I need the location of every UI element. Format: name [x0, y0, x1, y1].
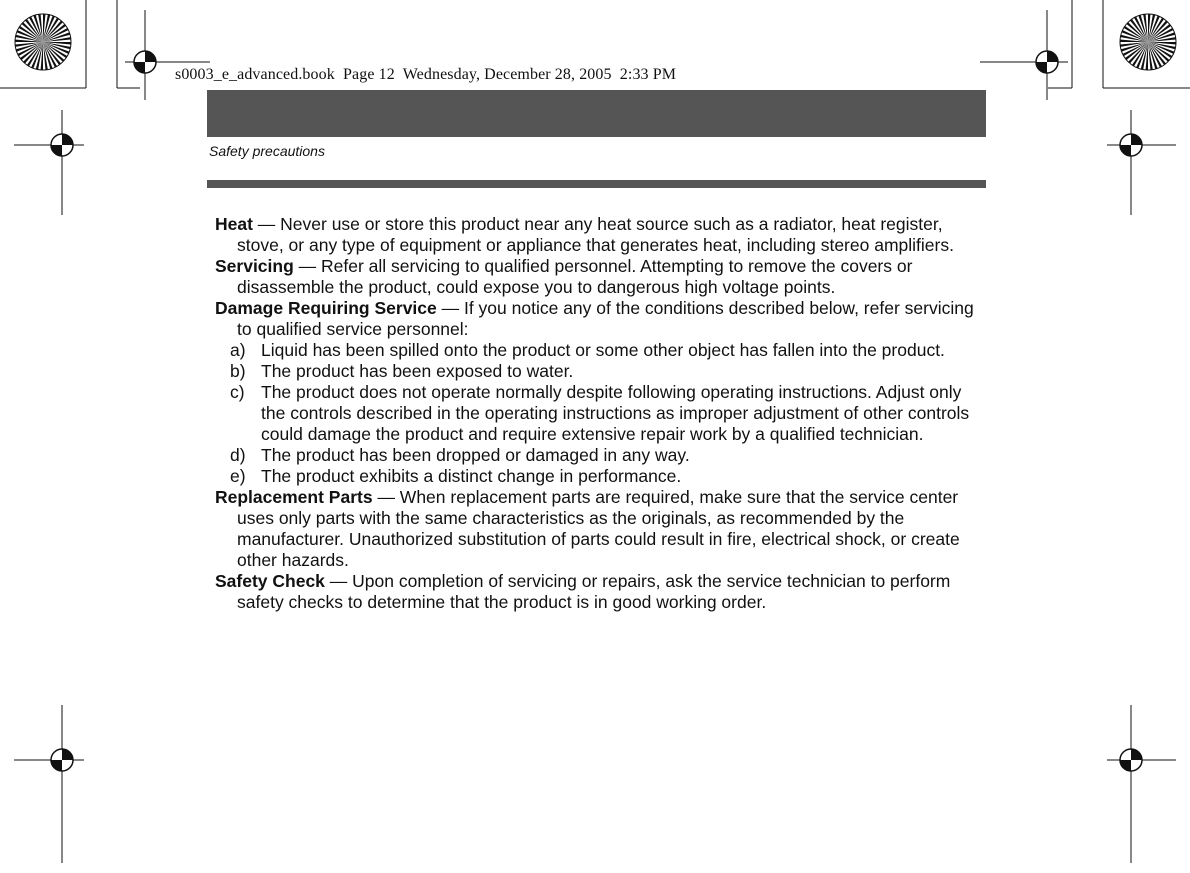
precaution-term: Heat	[215, 214, 253, 234]
precaution-text: — Refer all servicing to qualified personnel. Attempting to remove the covers or disassemble the product, could expose you to dangerous high voltage points.	[237, 256, 913, 297]
registration-mark-icon	[51, 749, 73, 771]
condition-text: The product has been dropped or damaged in any way.	[261, 445, 690, 465]
condition-letter: d)	[230, 445, 246, 465]
section-title: Safety precautions	[209, 143, 325, 159]
condition-item	[215, 445, 985, 466]
safety-precautions-list	[215, 214, 985, 613]
condition-item	[215, 382, 985, 445]
precaution-term: Replacement Parts	[215, 487, 373, 507]
star-target-icon	[1120, 14, 1176, 70]
section-rule	[207, 180, 986, 188]
star-target-icon	[15, 14, 71, 70]
precaution-entry	[215, 214, 985, 256]
precaution-text: — If you notice any of the conditions described below, refer servicing to qualified service personnel:	[237, 298, 974, 339]
registration-mark-icon	[51, 134, 73, 156]
condition-text: The product exhibits a distinct change in performance.	[261, 466, 682, 486]
precaution-entry	[215, 256, 985, 298]
registration-mark-icon	[1120, 749, 1142, 771]
condition-text: The product has been exposed to water.	[261, 361, 574, 381]
condition-item	[215, 361, 985, 382]
condition-text: Liquid has been spilled onto the product or some other object has fallen into the product.	[261, 340, 945, 360]
precaution-entry	[215, 571, 985, 613]
header-band	[207, 90, 986, 137]
condition-list	[215, 340, 985, 487]
precaution-text: — Never use or store this product near any heat source such as a radiator, heat register, stove, or any type of equipment or appliance that generates heat, including stereo amplifiers.	[237, 214, 954, 255]
condition-letter: c)	[230, 382, 245, 402]
precaution-entry	[215, 487, 985, 571]
book-file-header: s0003_e_advanced.book Page 12 Wednesday, December 28, 2005 2:33 PM	[175, 66, 677, 83]
precaution-text: — When replacement parts are required, make sure that the service center uses only parts with the same characteristics as the originals, as recommended by the manufacturer. Unauthorized substitution of parts could result in fire, electrical shock, or create other hazards.	[237, 487, 960, 570]
precaution-term: Servicing	[215, 256, 294, 276]
condition-letter: e)	[230, 466, 246, 486]
registration-mark-icon	[1036, 51, 1058, 73]
precaution-term: Safety Check	[215, 571, 325, 591]
precaution-term: Damage Requiring Service	[215, 298, 437, 318]
registration-mark-icon	[1120, 134, 1142, 156]
condition-letter: b)	[230, 361, 246, 381]
registration-mark-icon	[134, 51, 156, 73]
precaution-text: — Upon completion of servicing or repairs, ask the service technician to perform safety checks to determine that the product is in good working order.	[237, 571, 951, 612]
condition-item	[215, 340, 985, 361]
condition-letter: a)	[230, 340, 246, 360]
precaution-entry	[215, 298, 985, 340]
condition-item	[215, 466, 985, 487]
condition-text: The product does not operate normally despite following operating instructions. Adjust only the controls described in the operating instructions as improper adjustment of other controls could damage the product and require extensive repair work by a qualified technician.	[261, 382, 970, 444]
